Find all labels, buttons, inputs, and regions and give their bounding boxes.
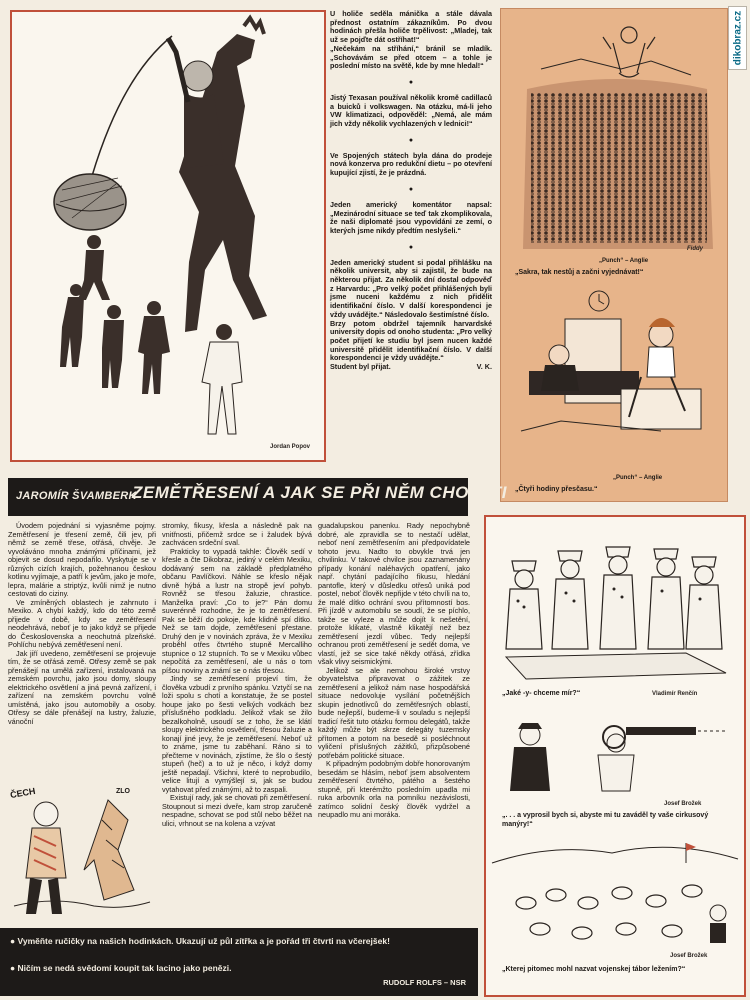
aphorism-1 [10, 936, 466, 947]
aphorism-signature: RUDOLF ROLFS – NSR [383, 978, 466, 987]
jokes-column [330, 10, 492, 372]
watermark-badge [728, 6, 747, 70]
article-paragraph: stromky, fikusy, křesla a následně pak na vnitřnosti, přičemž srdce se i žaludek bývá zachvácen srdeční sval. [162, 521, 312, 547]
source-label: „Punch“ – Anglie [599, 258, 649, 264]
article-header [8, 478, 508, 516]
article-paragraph: guadalupskou panenku. Rady nepochybně dobré, ale zpravidla se to nestačí udělat, neboť není zemětřesením ani předpovídatele tohoto jevu. Nadto to obvykle trvá jen chvilinku. V takové chvilce jsou zaznamenány případy konání naléhavých opatření, jako např. chytání padajícího fikusu, hledání pantofle, který v důsledku otřesů uniká pod postel, neboť člověk nepřijde v této chvíli na to, že malé dítko ochrání svou přítomností bos. Při jízdě v automobilu se soudí, že se píchlo, takže se vyleze a může dojít k nešetění, protože klikaté, vlastně klikatějí než bez zemětřesení jezdí vůbec. Tedy nejlepší ochranou proti zemětřesení je sedět doma, ve vlastí, jež se sice také někdy otřásá, zřídka však vlivy seismickými. [318, 521, 471, 666]
article-column-1 [8, 522, 156, 726]
credit: Vladimír Renčín [652, 691, 698, 697]
credit: Fiddy [687, 246, 703, 252]
joke-text: Brzy potom obdržel tajemník harvardské university dopis od onoho studenta: „Pro velký počet přijetí ke studiu byl jsem nucen každé universitě přidělit identifikační číslo. V další korespondenci je vždy uvádějte.“ [330, 318, 492, 363]
article-paragraph: Jak jiří uvedeno, zemětřesení se projevuje tím, že se otřásá země. Otřesy země se pak přenášejí na umělá zařízení, instalovaná na zemském povrchu, jako jsou domy, sloupy elektrického osvětlení a jiná pevná zařízení, i zařízení na zemském povrchu volně umístěná, jako jsou automobily a osoby. Otřesy se dále přenášejí na lustry, žaluzie, vánoční [8, 648, 156, 726]
joke-text: Jistý Texasan používal několik kromě cadillaců a buicků i volkswagen. Na otázku, má-li jeho VW klimatizaci, odpověděl: „Nemá, ale mám jich vždy několik vychlazených v lednici!“ [330, 92, 492, 129]
bullet-divider: ● [408, 136, 414, 144]
office-drawing [501, 281, 727, 491]
article-column-3 [318, 522, 470, 820]
credit: Jordan Popov [269, 444, 310, 450]
signature: V. K. [476, 362, 492, 372]
bullet-icon: ● [10, 963, 18, 973]
aphorism-box [0, 928, 478, 996]
joke-text: U holiče seděla mánička a stále dávala přednost ostatním zákazníkům. Po dvou hodinách přešla holiče trpělivost: „Mladej, tak už se pojďte dát ostříhat!“ [330, 9, 492, 45]
cartoon-cowboy [10, 10, 326, 462]
crowd-drawing [501, 9, 727, 269]
article-paragraph: Ve zmíněných oblastech je zahrnuto i Mexiko. A chybí každý, kdo do této země přijede v době, kdy se zemětřesení neodehrává, neboť je to jako když se přijede do Československa a neochutná plzeňské. Pohlíchu nebývá zemětřesení není. [8, 597, 156, 649]
caption: „Sakra, tak nestůj a začni vyjednávat!“ [515, 269, 644, 276]
joke-text: Ve Spojených státech byla dána do prodeje nová konzerva pro redukční dietu – po otevření kupující zjistí, že je prázdná. [330, 150, 492, 178]
joke-text: „Nečekám na stříhání,“ bránil se mladík. „Schovávám se před otcem – a tohle je poslední místo na světě, kde by mne hledal!“ [330, 43, 492, 71]
credit: Josef Brožek [670, 953, 708, 959]
caption: „. . . a vyprosil bych si, abyste mi tu zaváděl ty vaše cirkusový manýry!“ [502, 812, 709, 828]
cech-label-2: ZLO [116, 788, 130, 795]
caption: „Kterej pitomec mohl nazvat vojenskej tábor ležením?“ [502, 966, 686, 973]
cech-label: ČECH [9, 785, 37, 801]
bullet-icon: ● [10, 936, 18, 946]
caption: „Jaké -y- chceme mír?“ [502, 690, 581, 697]
article-paragraph: Jindy se zemětřesení projeví tím, že člověka vzbudí z prvního spánku. Vztyčí se na loži spolu s chotí a konstatuje, že se postel houpe jako po šesti velkých vodkách bez příslušného podkladu. Jelikož však se žilo bezalkoholně, usoudí se z toho, že se klátí sloupy elektrického osvětlení, třesou žaluzie a konají jiné jevy, že je zemětřesení. Neboť už to známe, jsme tu zaběhaní. Ráno si to přečteme v novinách, zjistíme, že šlo o šestý stupeň (heč) a to už je něco, i když domy ještě nepadají. Všichni, které to neprobudilo, velice litují a vymýšlejí si, jak se budou vytahovat před známými, až to zaspali. [162, 674, 312, 794]
article-author: JAROMÍR ŠVAMBERK [16, 490, 137, 502]
joke-text: Jeden americký student si podal přihlášku na několik universit, aby si zajistil, že bude na některou přijat. Za několik dní dostal odpověď z Harvardu: „Pro velký počet přihlášených byli jsme nuceni každému z nich přidělit identifikační číslo. V další korespondenci je vždy uvádějte.“ Následovalo šestimístné číslo. [330, 257, 492, 319]
cech-cartoon [8, 780, 156, 920]
caption: „Čtyři hodiny přesčasu.“ [515, 486, 598, 493]
article-paragraph: Úvodem pojednání si vyjasněme pojmy. Zemětřesení je třesení země, čili jev, při němž se země třese, otřásá, chvěje. Je vyvoláváno mnoha známými příčinami, jež objevit se dosud nepodařilo. Vyskytuje se v různých cizích krajích, požehnanou českou kotlinu vyjímaje, a patří k jevům, jako je moře, lepra, malárie a striptýz, kvůli nimž je nutno cestovati do ciziny. [8, 521, 156, 598]
cowboy-drawing [12, 12, 324, 460]
article-paragraph: Prakticky to vypadá takhle: Člověk sedí v křesle a čte Dikobraz, jediný v celém Mexiku, dodávaný sem na základě předplatného občanu Pavlíčkovi. Náhle se křeslo nějak divně hýbá a lustr na stropě jeví pohyb. Rovněž se třesou žaluzie, chrastice. Manželka praví: „Co to je?“ Pán domu suverénně rozhodne, že je to zemětřesení. Pak se běží do pokoje, kde klidně spí dítko. Než se tam dojde, zemětřesení přestane. Druhý den je v novinách zpráva, že v Mexiku proběhl otřes čtvrtého stupně Mercalliho stupnice o 12 stupních. To se v Mexiku vůbec nepočítá za zemětřesení, ale u nás o tom píšou noviny a známí se o nás třesou. [162, 546, 312, 675]
article-column-2 [162, 522, 312, 828]
aphorism-2 [10, 963, 466, 974]
cech-drawing [8, 780, 156, 920]
article-title: ZEMĚTŘESENÍ A JAK SE PŘI NĚM CHOVATI [132, 483, 508, 502]
generals-drawing [486, 517, 744, 687]
joke-text: Student byl přijat. [330, 362, 391, 372]
circus-drawing [486, 707, 744, 807]
aphorism-text: Ničím se nedá svědomí koupit tak lacino jako penězi. [17, 963, 232, 973]
credit: Josef Brožek [664, 801, 702, 807]
cartoons-right-column [484, 515, 746, 997]
source-label: „Punch“ – Anglie [613, 475, 663, 481]
article-paragraph: K připadným podobným dobře honorovaným besedám se hlásím, neboť jsem absolventem zemětřesení čtvrtého, pátého a šestého stupně, při kterémžto posledním upadla mi ruka arbovník orla na pomníku nezávislosti, zatímco solidní český člověk vydržel a neupadlo mu ani moráka. [318, 759, 470, 819]
watermark-text: dikobraz.cz [732, 10, 743, 66]
article-paragraph: Existují rady, jak se chovati při zemětřesení. Stoupnout si mezi dveře, kam strop zaručeně nespadne, schovat se pod stůl nebo běžet na ulici, vrhnout se na kolena a vzývat [162, 793, 312, 828]
joke-text: Jeden americký komentátor napsal: „Mezinárodní situace se teď tak zkomplikovala, že naši diplomaté jsou vypovídáni ze zemí, o kterých jsme nikdy předtím neslyšeli.“ [330, 199, 492, 235]
joke-ending [330, 363, 492, 372]
aphorism-text: Vyměňte ručičky na našich hodinkách. Ukazují už půl zítřka a je pořád tři čtvrti na včerejšek! [17, 936, 390, 946]
bullet-divider: ● [408, 78, 414, 86]
punch-panel [500, 8, 728, 502]
bullet-divider: ● [408, 243, 414, 251]
article-paragraph: Jelikož se ale nemohou široké vrstvy obyvatelstva připravovat o zážitek ze zemětřesení a jelikož nám nase hospodářská situace nedovoluje vysílání početnějších skupin jednotlivců do zemětřesných oblastí, bude nejlepší, budeme-li v souladu s nejlepší tradicí řešit tuto otázku formou delegátů, takže každý může být skrze delegáty tuzemsky přítomen a potom na besedě si posléchnout vyličení příslušných zážitků, přizpůsobené potřebám politické situace. [318, 665, 470, 760]
camp-drawing [486, 833, 744, 953]
bullet-divider: ● [408, 185, 414, 193]
